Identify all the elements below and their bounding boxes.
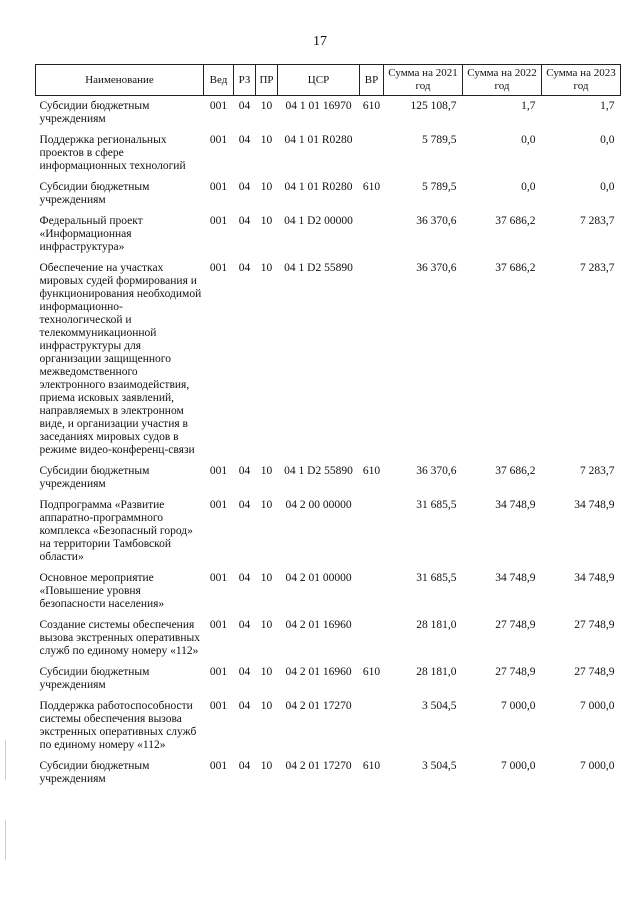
table-row [36,495,621,568]
cell-csr: 04 2 00 00000 [285,499,352,511]
cell-rz: 04 [238,499,251,511]
cell-sum-2023: 7 000,0 [580,760,615,772]
cell-sum-2023: 7 283,7 [580,215,615,227]
header-sum-2023: Сумма на 2023 год [542,65,621,96]
cell-name: Субсидии бюджетным учреждениям [39,465,150,490]
cell-sum-2021: 36 370,6 [416,215,457,227]
cell-pr: 10 [260,499,273,511]
cell-csr: 04 2 01 17270 [285,760,352,772]
header-rz: РЗ [234,65,256,96]
cell-rz: 04 [238,465,251,477]
cell-csr: 04 2 01 16960 [285,619,352,631]
cell-vr [360,615,384,662]
cell-rz: 04 [238,666,251,678]
cell-name: Поддержка региональных проектов в сфере информационных технологий [39,134,186,172]
cell-sum-2022: 27 748,9 [495,619,536,631]
cell-csr: 04 1 01 R0280 [284,181,353,193]
cell-sum-2023: 7 283,7 [580,465,615,477]
cell-ved: 001 [209,181,228,193]
cell-sum-2022: 7 000,0 [501,760,536,772]
cell-sum-2021: 31 685,5 [416,572,457,584]
margin-mark [5,820,6,860]
header-vr: ВР [360,65,384,96]
cell-pr: 10 [260,760,273,772]
cell-sum-2021: 125 108,7 [410,100,457,112]
cell-sum-2021: 36 370,6 [416,465,457,477]
cell-csr: 04 1 01 R0280 [284,134,353,146]
cell-name: Субсидии бюджетным учреждениям [39,100,150,125]
cell-sum-2022: 27 748,9 [495,666,536,678]
table-row [36,96,621,131]
margin-mark [5,740,6,780]
cell-sum-2021: 3 504,5 [422,700,457,712]
cell-vr [360,495,384,568]
cell-pr: 10 [260,262,273,274]
cell-ved: 001 [209,499,228,511]
cell-vr [360,130,384,177]
budget-table [35,64,621,790]
cell-sum-2021: 28 181,0 [416,666,457,678]
cell-sum-2021: 5 789,5 [422,134,457,146]
cell-csr: 04 2 01 17270 [285,700,352,712]
cell-vr: 610 [362,181,381,193]
page-number: 17 [313,34,327,49]
table-row [36,615,621,662]
cell-sum-2022: 37 686,2 [495,262,536,274]
header-csr: ЦСР [278,65,360,96]
cell-ved: 001 [209,619,228,631]
cell-sum-2023: 1,7 [600,100,615,112]
cell-rz: 04 [238,134,251,146]
cell-vr: 610 [362,100,381,112]
cell-pr: 10 [260,666,273,678]
table-row [36,130,621,177]
cell-rz: 04 [238,100,251,112]
cell-ved: 001 [209,760,228,772]
cell-sum-2022: 34 748,9 [495,572,536,584]
cell-vr [360,696,384,756]
cell-name: Субсидии бюджетным учреждениям [39,181,150,206]
table-row [36,461,621,495]
cell-sum-2022: 1,7 [521,100,536,112]
cell-vr [360,568,384,615]
cell-vr: 610 [362,760,381,772]
cell-rz: 04 [238,262,251,274]
table-row [36,258,621,461]
table-row [36,177,621,211]
cell-pr: 10 [260,465,273,477]
cell-vr: 610 [362,465,381,477]
cell-sum-2022: 0,0 [521,134,536,146]
cell-rz: 04 [238,181,251,193]
cell-sum-2022: 37 686,2 [495,465,536,477]
cell-sum-2023: 27 748,9 [574,619,615,631]
cell-ved: 001 [209,134,228,146]
table-header-row [36,65,621,96]
cell-sum-2022: 37 686,2 [495,215,536,227]
cell-sum-2023: 0,0 [600,134,615,146]
cell-vr [360,211,384,258]
table-row [36,568,621,615]
cell-rz: 04 [238,215,251,227]
cell-sum-2022: 0,0 [521,181,536,193]
cell-name: Субсидии бюджетным учреждениям [39,666,150,691]
cell-name: Поддержка работоспособности системы обеспечения вызова экстренных оперативных служб по единому номеру «112» [39,700,197,751]
cell-csr: 04 2 01 00000 [285,572,352,584]
cell-sum-2021: 36 370,6 [416,262,457,274]
header-pr: ПР [256,65,278,96]
cell-name: Субсидии бюджетным учреждениям [39,760,150,785]
cell-sum-2022: 34 748,9 [495,499,536,511]
cell-pr: 10 [260,700,273,712]
header-sum-2021: Сумма на 2021 год [384,65,463,96]
cell-sum-2021: 31 685,5 [416,499,457,511]
cell-csr: 04 1 D2 55890 [284,262,353,274]
cell-csr: 04 2 01 16960 [285,666,352,678]
table-row [36,756,621,790]
cell-name: Основное мероприятие «Повышение уровня безопасности населения» [39,572,165,610]
cell-sum-2021: 3 504,5 [422,760,457,772]
cell-sum-2023: 34 748,9 [574,499,615,511]
cell-vr [360,258,384,461]
cell-pr: 10 [260,100,273,112]
cell-sum-2023: 27 748,9 [574,666,615,678]
cell-pr: 10 [260,619,273,631]
cell-name: Создание системы обеспечения вызова экстренных оперативных служб по единому номеру «112» [39,619,200,657]
table-row [36,662,621,696]
cell-pr: 10 [260,572,273,584]
cell-ved: 001 [209,100,228,112]
cell-rz: 04 [238,760,251,772]
cell-pr: 10 [260,215,273,227]
cell-csr: 04 1 01 16970 [285,100,352,112]
cell-ved: 001 [209,572,228,584]
cell-ved: 001 [209,666,228,678]
table-row [36,696,621,756]
cell-sum-2023: 0,0 [600,181,615,193]
cell-ved: 001 [209,215,228,227]
cell-sum-2021: 5 789,5 [422,181,457,193]
cell-pr: 10 [260,181,273,193]
header-name: Наименование [36,65,204,96]
cell-ved: 001 [209,465,228,477]
cell-sum-2021: 28 181,0 [416,619,457,631]
cell-name: Подпрограмма «Развитие аппаратно-программного комплекса «Безопасный город» на территории Тамбовской области» [39,499,193,563]
cell-ved: 001 [209,262,228,274]
cell-csr: 04 1 D2 55890 [284,465,353,477]
table-row [36,211,621,258]
header-sum-2022: Сумма на 2022 год [463,65,542,96]
cell-rz: 04 [238,619,251,631]
cell-name: Федеральный проект «Информационная инфраструктура» [39,215,143,253]
cell-vr: 610 [362,666,381,678]
cell-rz: 04 [238,572,251,584]
cell-pr: 10 [260,134,273,146]
cell-sum-2023: 7 000,0 [580,700,615,712]
header-ved: Вед [204,65,234,96]
cell-csr: 04 1 D2 00000 [284,215,353,227]
cell-sum-2022: 7 000,0 [501,700,536,712]
cell-sum-2023: 7 283,7 [580,262,615,274]
cell-sum-2023: 34 748,9 [574,572,615,584]
cell-rz: 04 [238,700,251,712]
cell-ved: 001 [209,700,228,712]
cell-name: Обеспечение на участках мировых судей формирования и функционирования необходимой информационно-технологической и телекоммуникационной инфраструктуры для организации защищенного межведомственного электронного взаимодействия, приема исковых заявлений, направляемых в электронном виде, и организации участия в заседаниях мировых судов в режиме видео-конференц-связи [39,262,202,456]
